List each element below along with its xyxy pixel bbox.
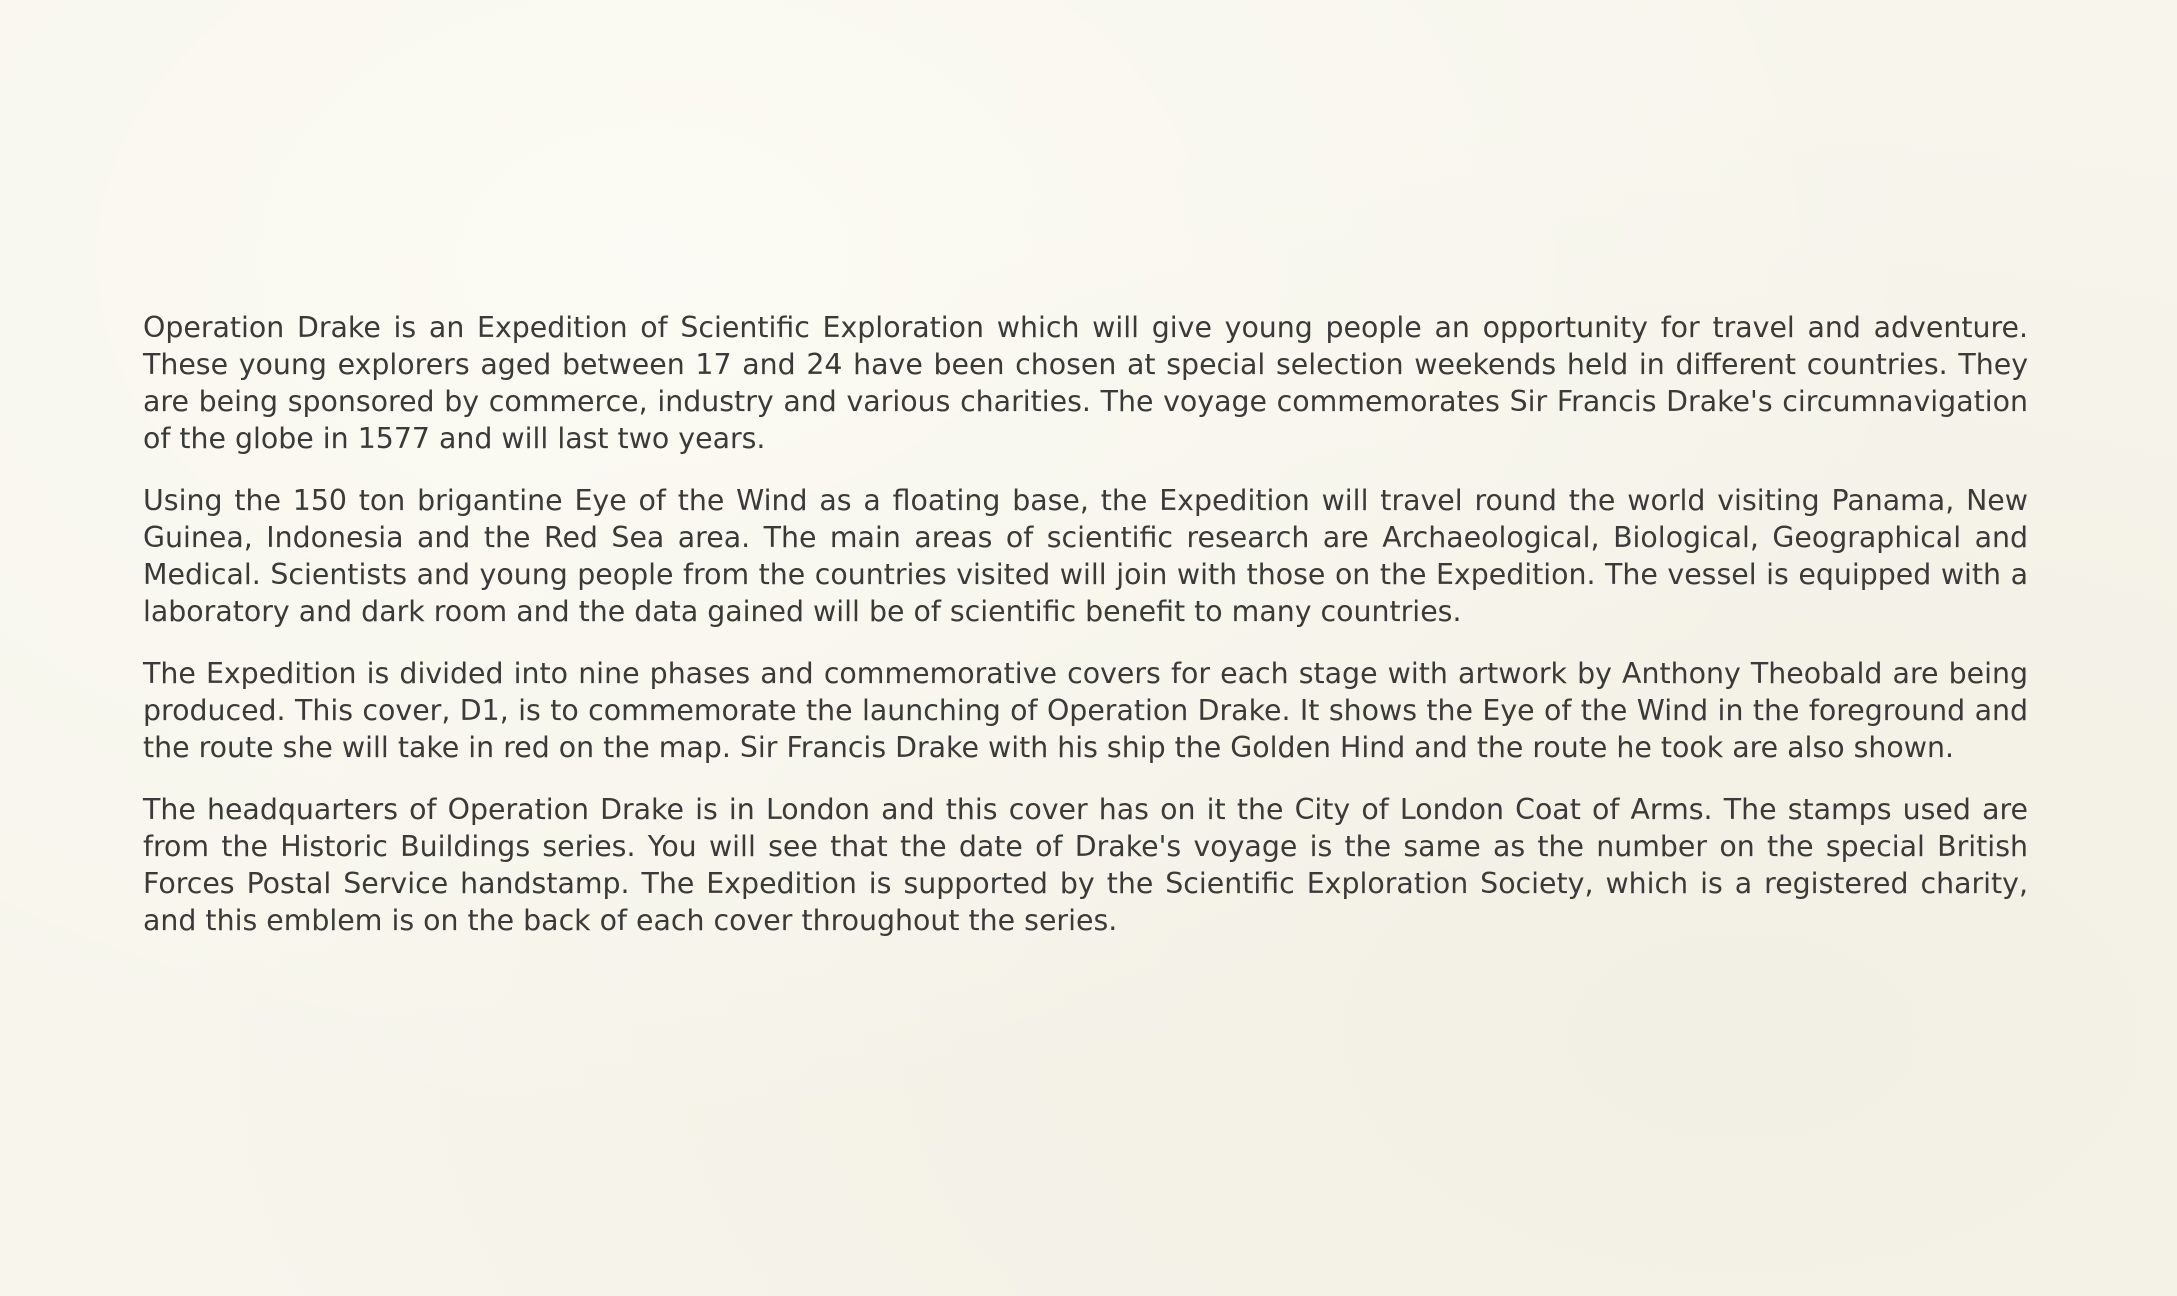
- paragraph-3: The Expedition is divided into nine phases and commemorative covers for each stage with artwork by Anthony Theobald are being produced. This cover, D1, is to commemorate the launching of Operation Drake. It shows the Eye of the Wind in the foreground and the route she will take in red on the map. Sir Francis Drake with his ship the Golden Hind and the route he took are also shown.: [143, 657, 2028, 764]
- document-body: [143, 309, 2028, 939]
- paragraph-4: The headquarters of Operation Drake is in London and this cover has on it the City of London Coat of Arms. The stamps used are from the Historic Buildings series. You will see that the date of Drake's voyage is the same as the number on the special British Forces Postal Service handstamp. The Expedition is supported by the Scientific Exploration Society, which is a registered charity, and this emblem is on the back of each cover throughout the series.: [143, 793, 2028, 937]
- paragraph-2: Using the 150 ton brigantine Eye of the Wind as a floating base, the Expedition will travel round the world visiting Panama, New Guinea, Indonesia and the Red Sea area. The main areas of scientific research are Archaeological, Biological, Geographical and Medical. Scientists and young people from the countries visited will join with those on the Expedition. The vessel is equipped with a laboratory and dark room and the data gained will be of scientific benefit to many countries.: [143, 484, 2028, 628]
- paragraph-1: Operation Drake is an Expedition of Scientific Exploration which will give young people an opportunity for travel and adventure. These young explorers aged between 17 and 24 have been chosen at special selection weekends held in different countries. They are being sponsored by commerce, industry and various charities. The voyage commemorates Sir Francis Drake's circumnavigation of the globe in 1577 and will last two years.: [143, 311, 2028, 455]
